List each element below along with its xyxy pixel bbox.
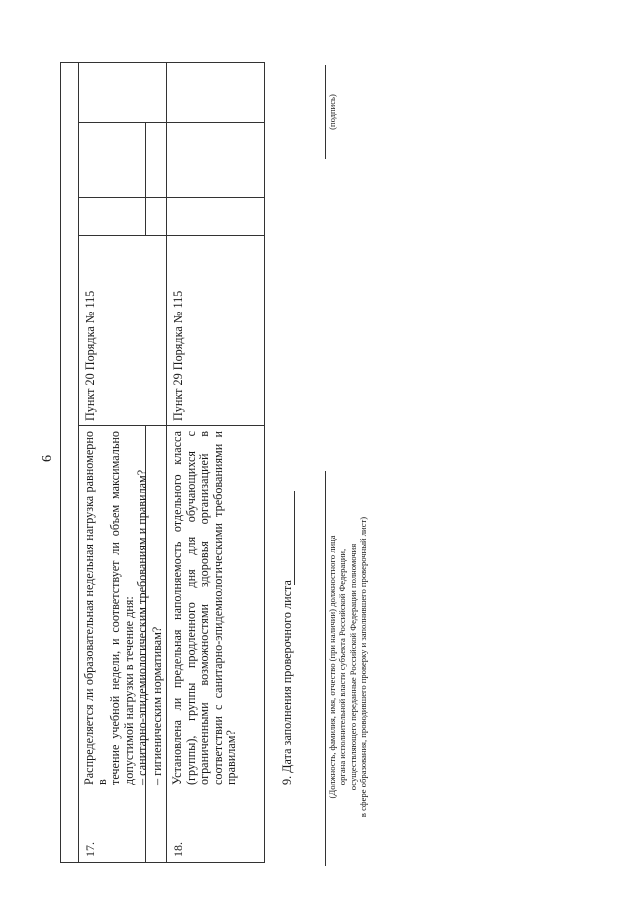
signature-line [325, 65, 326, 159]
row-17-line-2: течение учебной недели, и соответствует ли объем максимально [108, 431, 123, 785]
page-number: 6 [40, 455, 55, 462]
signature-label: (подпись) [327, 94, 337, 130]
row-17-sub-question: – гигиеническим нормативам? [150, 626, 164, 785]
row-18-number: 18. [171, 842, 185, 857]
official-caption-line-3: осуществляющего переданные Российской Федерации полномочия [347, 543, 358, 791]
row-17-number: 17. [83, 842, 97, 857]
row-18-line-3: ограниченными возможностями здоровья организацией в [197, 431, 211, 785]
official-details-caption [327, 467, 369, 867]
date-label: 9. Дата заполнения проверочного листа [280, 580, 294, 785]
row-17-line-4: – санитарно-эпидемиологическим требованиям и правилам? [134, 469, 149, 785]
col-reference-right [78, 235, 264, 236]
row-17-question [83, 431, 149, 785]
row17-answer-subrow-divider [145, 123, 146, 236]
row-separator [166, 62, 167, 863]
row-17-line-3: допустимой нагрузки в течение дня: [121, 596, 136, 785]
row-18-reference: Пункт 29 Порядка № 115 [171, 290, 185, 421]
table-border-left [60, 862, 265, 863]
col-reference-left [78, 425, 264, 426]
row-18-question [171, 431, 239, 785]
row-18-line-4: соответствии с санитарно-эпидемиологическими требованиями и [210, 431, 225, 785]
col-answer-2 [78, 122, 264, 123]
row-17-reference: Пункт 20 Порядка № 115 [83, 290, 97, 421]
row-18-line-5: правилам? [224, 730, 238, 785]
official-caption-line-1: (Должность, фамилия, имя, отчество (при наличии) должностного лица [327, 535, 337, 799]
row-17-line-1: Распределяется ли образовательная недельная нагрузка равномерно в [82, 431, 110, 785]
table-border-right [60, 62, 265, 63]
row-18-line-2: (группы), группы продленного дня для обучающихся с [183, 431, 198, 785]
col-number-divider [78, 62, 79, 863]
table-border-top [60, 62, 61, 863]
official-signature-line [325, 471, 326, 866]
table-border-bottom [264, 62, 265, 863]
official-caption-line-4: в сфере образования, проводившего проверку и заполнившего проверочный лист) [358, 516, 369, 818]
col-answer-1 [78, 197, 264, 198]
date-underline [294, 491, 295, 585]
official-caption-line-2: органа исполнительной власти субъекта Российской Федерации, [337, 548, 348, 786]
row-18-line-1: Установлена ли предельная наполняемость отдельного класса [170, 431, 184, 785]
